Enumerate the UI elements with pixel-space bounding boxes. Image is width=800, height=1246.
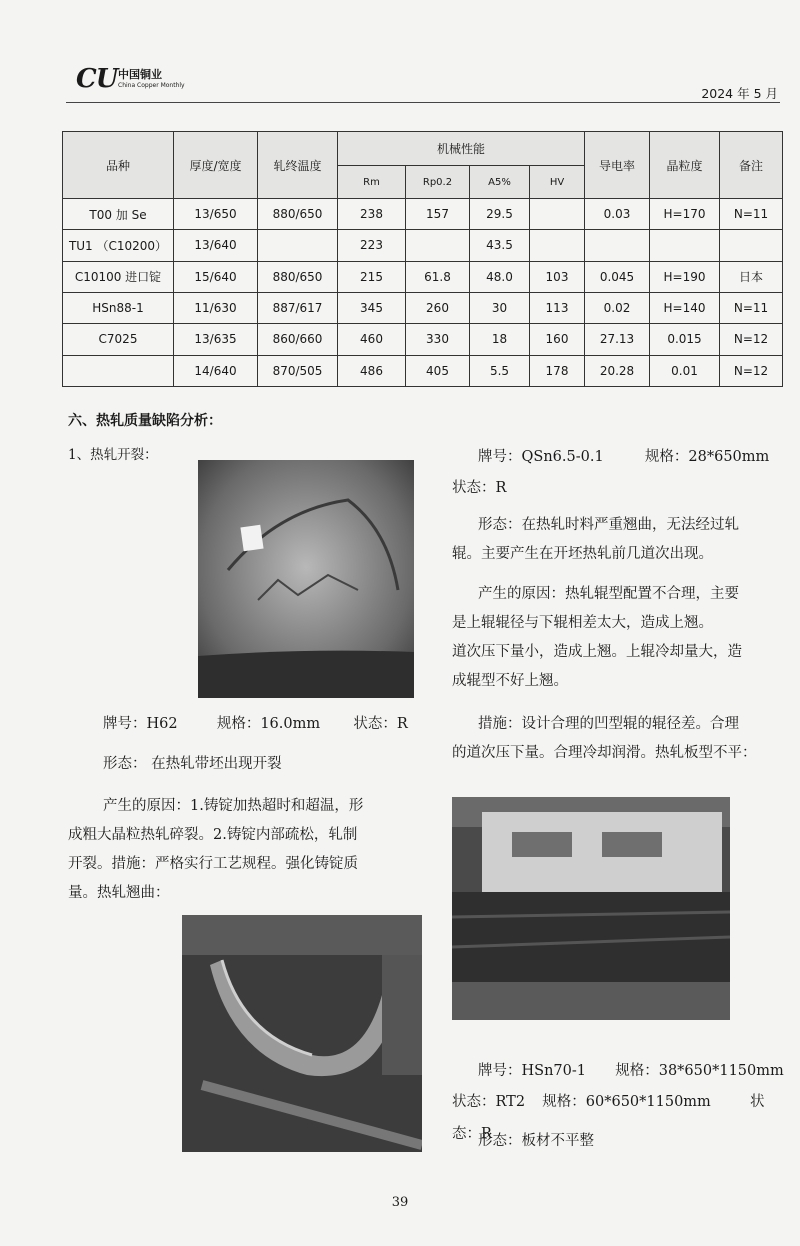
col-thickness-width: 厚度/宽度 xyxy=(174,132,258,199)
table-cell-grain xyxy=(650,230,720,261)
table-cell-rm: 460 xyxy=(338,324,406,355)
table-cell-a5: 5.5 xyxy=(470,355,530,386)
table-cell-rm: 223 xyxy=(338,230,406,261)
table-row xyxy=(63,355,783,386)
table-row xyxy=(63,324,783,355)
table-cell-remark: 日本 xyxy=(720,261,783,292)
table-cell-variety: TU1 （C10200） xyxy=(63,230,174,261)
table-cell-tw: 13/640 xyxy=(174,230,258,261)
col-remark: 备注 xyxy=(720,132,783,199)
table-cell-a5: 29.5 xyxy=(470,199,530,230)
col-a5: A5% xyxy=(470,166,530,199)
table-cell-rp xyxy=(406,230,470,261)
right-grade-2: 牌号：HSn70-1 xyxy=(478,1063,586,1079)
item-1-title: 1、热轧开裂： xyxy=(68,447,158,463)
table-cell-rp: 260 xyxy=(406,292,470,323)
page-number: 39 xyxy=(391,1195,409,1210)
right-grade: 牌号：QSn6.5-0.1 xyxy=(478,449,604,465)
table-cell-variety: C7025 xyxy=(63,324,174,355)
table-cell-a5: 43.5 xyxy=(470,230,530,261)
right-state-r: 状态：R xyxy=(452,1094,765,1142)
table-cell-remark: N=11 xyxy=(720,292,783,323)
right-size: 规格：28*650mm xyxy=(644,449,770,465)
table-row xyxy=(63,292,783,323)
col-conductivity: 导电率 xyxy=(585,132,650,199)
table-cell-remark: N=12 xyxy=(720,355,783,386)
table-cell-cond xyxy=(585,230,650,261)
photo-hot-rolling-warp xyxy=(182,915,422,1152)
photo-uneven-plates xyxy=(452,797,730,1020)
right-spec-line-1 xyxy=(478,441,788,473)
table-cell-hv: 178 xyxy=(530,355,585,386)
table-cell-cond: 0.03 xyxy=(585,199,650,230)
logo-en: China Copper Monthly xyxy=(118,82,185,89)
table-cell-tw: 13/635 xyxy=(174,324,258,355)
table-cell-grain: 0.01 xyxy=(650,355,720,386)
table-row xyxy=(63,199,783,230)
table-cell-cond: 0.045 xyxy=(585,261,650,292)
table-cell-hv xyxy=(530,199,585,230)
table-cell-rp: 157 xyxy=(406,199,470,230)
table-cell-tw: 11/630 xyxy=(174,292,258,323)
table-cell-tw: 14/640 xyxy=(174,355,258,386)
table-cell-temp: 880/650 xyxy=(258,199,338,230)
table-cell-remark xyxy=(720,230,783,261)
right-spec2-line-1 xyxy=(478,1055,798,1087)
table-cell-rm: 215 xyxy=(338,261,406,292)
col-rm: Rm xyxy=(338,166,406,199)
col-mechanical: 机械性能 xyxy=(338,132,585,166)
table-cell-grain: H=190 xyxy=(650,261,720,292)
table-cell-variety: C10100 进口锭 xyxy=(63,261,174,292)
table-cell-hv: 103 xyxy=(530,261,585,292)
table-cell-temp xyxy=(258,230,338,261)
table-cell-remark: N=11 xyxy=(720,199,783,230)
table-cell-grain: H=170 xyxy=(650,199,720,230)
left-size: 规格：16.0mm xyxy=(216,716,321,732)
table-row xyxy=(63,230,783,261)
table-cell-rm: 345 xyxy=(338,292,406,323)
table-cell-a5: 18 xyxy=(470,324,530,355)
right-state: 状态：R xyxy=(452,480,507,496)
table-cell-remark: N=12 xyxy=(720,324,783,355)
table-cell-temp: 880/650 xyxy=(258,261,338,292)
table-cell-temp: 860/660 xyxy=(258,324,338,355)
table-cell-a5: 48.0 xyxy=(470,261,530,292)
table-cell-temp: 887/617 xyxy=(258,292,338,323)
col-variety: 品种 xyxy=(63,132,174,199)
right-form-2: 形态：板材不平整 xyxy=(478,1133,594,1149)
table-cell-rp: 330 xyxy=(406,324,470,355)
col-rp02: Rp0.2 xyxy=(406,166,470,199)
table-cell-tw: 15/640 xyxy=(174,261,258,292)
left-state: 状态：R xyxy=(353,716,408,732)
journal-logo xyxy=(76,62,206,98)
left-form: 形态： 在热轧带坯出现开裂 xyxy=(103,756,282,772)
table-cell-tw: 13/650 xyxy=(174,199,258,230)
spec-table xyxy=(62,131,783,387)
left-grade: 牌号：H62 xyxy=(103,716,178,732)
table-cell-variety: HSn88-1 xyxy=(63,292,174,323)
header-rule xyxy=(66,102,780,103)
table-cell-rp: 405 xyxy=(406,355,470,386)
table-cell-rp: 61.8 xyxy=(406,261,470,292)
table-cell-variety xyxy=(63,355,174,386)
table-cell-cond: 20.28 xyxy=(585,355,650,386)
table-cell-rm: 486 xyxy=(338,355,406,386)
table-cell-hv: 160 xyxy=(530,324,585,355)
col-grain: 晶粒度 xyxy=(650,132,720,199)
col-finish-temp: 轧终温度 xyxy=(258,132,338,199)
logo-mark: CU xyxy=(76,64,118,94)
right-state-rt2: 状态：RT2 xyxy=(452,1094,526,1110)
col-hv: HV xyxy=(530,166,585,199)
issue-date: 2024 年 5 月 xyxy=(701,86,778,101)
table-cell-grain: H=140 xyxy=(650,292,720,323)
table-cell-grain: 0.015 xyxy=(650,324,720,355)
right-size-3: 规格：60*650*1150mm xyxy=(542,1094,711,1110)
table-cell-hv: 113 xyxy=(530,292,585,323)
logo-cn: 中国铜业 xyxy=(118,68,162,81)
table-cell-a5: 30 xyxy=(470,292,530,323)
table-cell-cond: 27.13 xyxy=(585,324,650,355)
table-cell-cond: 0.02 xyxy=(585,292,650,323)
table-cell-variety: T00 加 Se xyxy=(63,199,174,230)
table-cell-hv xyxy=(530,230,585,261)
photo-hot-rolling-crack xyxy=(198,460,414,698)
right-size-2: 规格：38*650*1150mm xyxy=(615,1063,784,1079)
table-row xyxy=(63,261,783,292)
table-cell-rm: 238 xyxy=(338,199,406,230)
section-title: 六、热轧质量缺陷分析： xyxy=(68,413,222,429)
left-spec-line xyxy=(103,708,423,740)
table-cell-temp: 870/505 xyxy=(258,355,338,386)
